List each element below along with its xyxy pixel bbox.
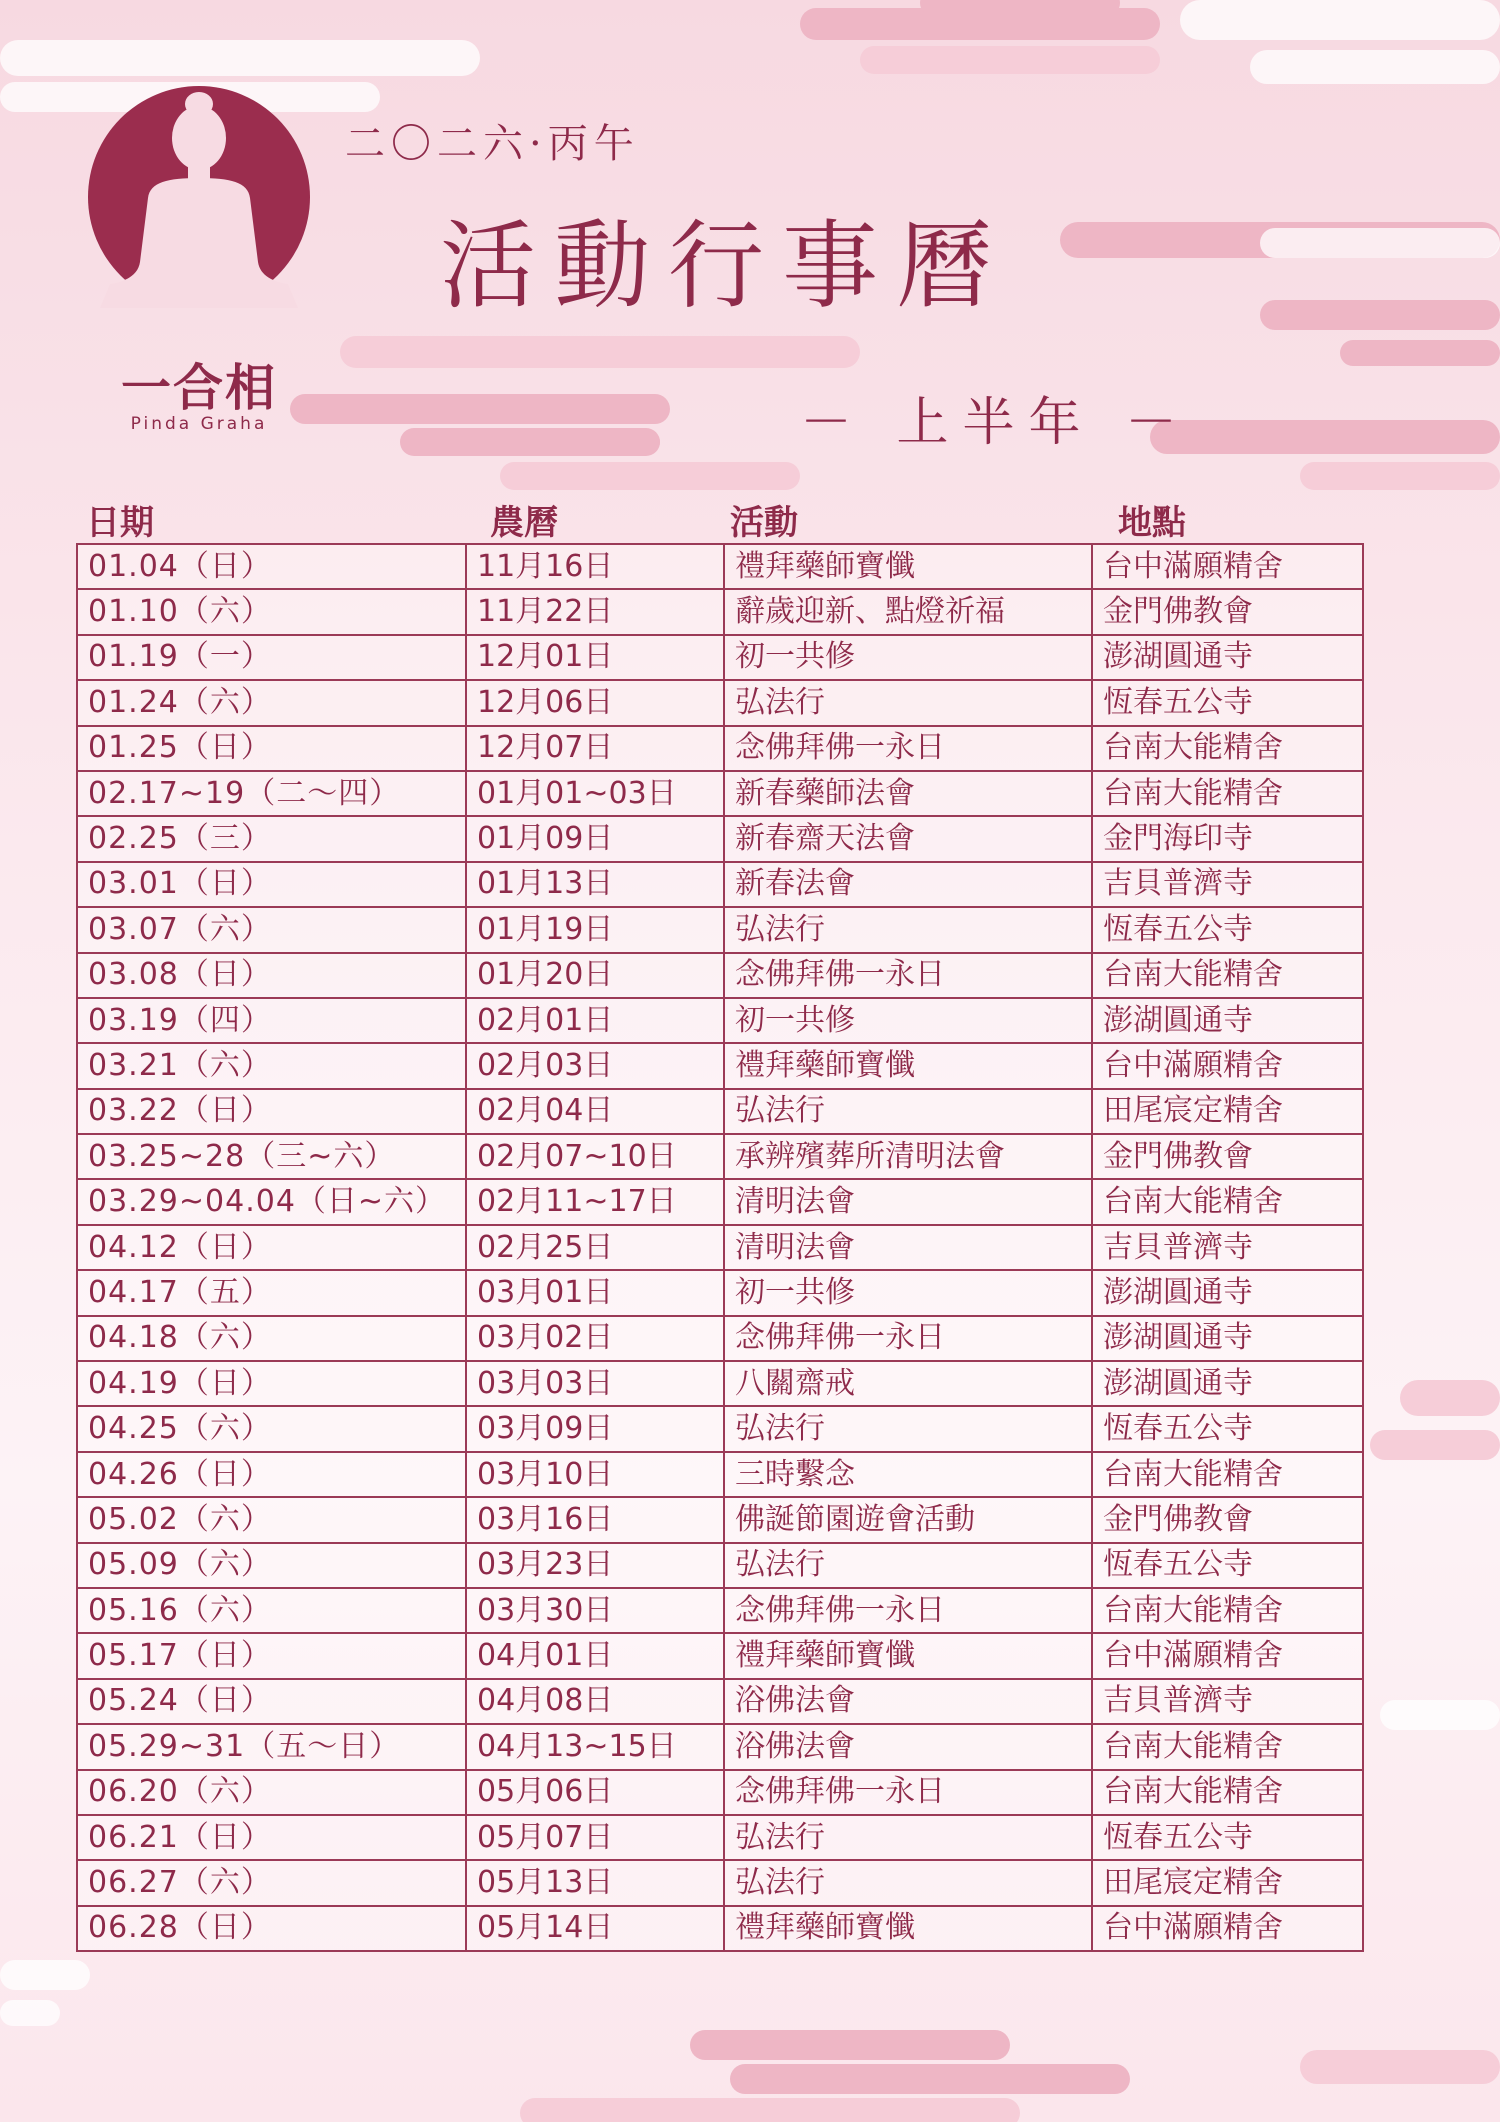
table-row [77, 1270, 1363, 1315]
cell-place: 台南大能精舍 [1092, 953, 1363, 998]
cell-event: 浴佛法會 [724, 1679, 1092, 1724]
cell-lunar: 05月07日 [466, 1815, 724, 1860]
cell-place: 吉貝普濟寺 [1092, 1679, 1363, 1724]
cell-lunar: 02月04日 [466, 1089, 724, 1134]
cell-lunar: 01月09日 [466, 816, 724, 861]
cell-event: 念佛拜佛一永日 [724, 1770, 1092, 1815]
cell-lunar: 03月03日 [466, 1361, 724, 1406]
cell-event: 承辨殯葬所清明法會 [724, 1134, 1092, 1179]
logo [88, 86, 310, 434]
cell-place: 台南大能精舍 [1092, 1770, 1363, 1815]
table-row [77, 680, 1363, 725]
table-row [77, 1043, 1363, 1088]
cell-event: 初一共修 [724, 635, 1092, 680]
cell-date: 03.08（日） [77, 953, 466, 998]
cell-lunar: 02月25日 [466, 1225, 724, 1270]
cell-event: 弘法行 [724, 1089, 1092, 1134]
cell-lunar: 01月20日 [466, 953, 724, 998]
buddha-logo-icon [88, 86, 310, 308]
cell-place: 台中滿願精舍 [1092, 544, 1363, 589]
logo-name-en: Pinda Graha [130, 414, 268, 434]
cell-date: 01.25（日） [77, 726, 466, 771]
cell-place: 金門佛教會 [1092, 1497, 1363, 1542]
year-line: 二〇二六·丙午 [345, 121, 640, 167]
cell-lunar: 04月01日 [466, 1633, 724, 1678]
page-subtitle: － 上半年 － [800, 393, 1192, 453]
cell-place: 台中滿願精舍 [1092, 1906, 1363, 1951]
cell-date: 05.02（六） [77, 1497, 466, 1542]
cell-lunar: 03月16日 [466, 1497, 724, 1542]
column-header-place: 地點 [1118, 503, 1186, 543]
cell-place: 恆春五公寺 [1092, 1406, 1363, 1451]
cell-date: 05.17（日） [77, 1633, 466, 1678]
table-row [77, 1906, 1363, 1951]
cell-lunar: 12月01日 [466, 635, 724, 680]
cell-place: 澎湖圓通寺 [1092, 998, 1363, 1043]
column-headers [76, 495, 1362, 543]
table-row [77, 544, 1363, 589]
cell-lunar: 04月08日 [466, 1679, 724, 1724]
cell-date: 02.25（三） [77, 816, 466, 861]
table-row [77, 1588, 1363, 1633]
table-row [77, 1724, 1363, 1769]
cell-date: 03.29~04.04（日~六） [77, 1179, 466, 1224]
cell-lunar: 03月10日 [466, 1452, 724, 1497]
cell-event: 新春法會 [724, 862, 1092, 907]
cell-event: 新春齋天法會 [724, 816, 1092, 861]
cell-date: 04.25（六） [77, 1406, 466, 1451]
cell-date: 04.18（六） [77, 1316, 466, 1361]
cell-event: 禮拜藥師寶懺 [724, 544, 1092, 589]
cell-place: 台南大能精舍 [1092, 1179, 1363, 1224]
table-row [77, 862, 1363, 907]
cell-date: 05.16（六） [77, 1588, 466, 1633]
cell-lunar: 03月09日 [466, 1406, 724, 1451]
table-row [77, 1815, 1363, 1860]
cell-lunar: 03月30日 [466, 1588, 724, 1633]
cell-lunar: 02月11~17日 [466, 1179, 724, 1224]
cell-place: 台南大能精舍 [1092, 771, 1363, 816]
cell-lunar: 03月01日 [466, 1270, 724, 1315]
cell-place: 澎湖圓通寺 [1092, 1361, 1363, 1406]
page-title: 活動行事曆 [440, 210, 1010, 322]
cell-date: 03.01（日） [77, 862, 466, 907]
table-row [77, 1361, 1363, 1406]
cell-place: 澎湖圓通寺 [1092, 1316, 1363, 1361]
table-row [77, 771, 1363, 816]
cell-place: 金門佛教會 [1092, 1134, 1363, 1179]
cell-event: 弘法行 [724, 680, 1092, 725]
cell-lunar: 05月14日 [466, 1906, 724, 1951]
cell-lunar: 05月06日 [466, 1770, 724, 1815]
table-row [77, 1770, 1363, 1815]
table-row [77, 1679, 1363, 1724]
cell-lunar: 04月13~15日 [466, 1724, 724, 1769]
cell-place: 恆春五公寺 [1092, 1815, 1363, 1860]
table-row [77, 816, 1363, 861]
cell-lunar: 01月19日 [466, 907, 724, 952]
cell-date: 05.24（日） [77, 1679, 466, 1724]
cell-lunar: 03月23日 [466, 1543, 724, 1588]
cell-event: 念佛拜佛一永日 [724, 1588, 1092, 1633]
logo-name-zh: 一合相 [121, 358, 277, 417]
cell-date: 03.21（六） [77, 1043, 466, 1088]
table-row [77, 1452, 1363, 1497]
cell-date: 04.19（日） [77, 1361, 466, 1406]
column-header-event: 活動 [730, 503, 798, 543]
cell-place: 恆春五公寺 [1092, 1543, 1363, 1588]
cell-place: 台南大能精舍 [1092, 1452, 1363, 1497]
table-row [77, 1406, 1363, 1451]
cell-place: 台中滿願精舍 [1092, 1043, 1363, 1088]
cell-place: 台中滿願精舍 [1092, 1633, 1363, 1678]
cell-event: 初一共修 [724, 998, 1092, 1043]
cell-event: 禮拜藥師寶懺 [724, 1633, 1092, 1678]
cell-date: 01.19（一） [77, 635, 466, 680]
cell-place: 恆春五公寺 [1092, 907, 1363, 952]
table-row [77, 1543, 1363, 1588]
cell-lunar: 01月01~03日 [466, 771, 724, 816]
cell-event: 辭歲迎新、點燈祈福 [724, 589, 1092, 634]
cell-lunar: 05月13日 [466, 1860, 724, 1905]
cell-lunar: 03月02日 [466, 1316, 724, 1361]
cell-place: 澎湖圓通寺 [1092, 1270, 1363, 1315]
cloud-bottom [0, 1960, 1130, 2122]
cell-lunar: 12月06日 [466, 680, 724, 725]
calendar-table [76, 543, 1364, 1952]
cell-place: 台南大能精舍 [1092, 726, 1363, 771]
cell-date: 03.07（六） [77, 907, 466, 952]
cell-event: 弘法行 [724, 1543, 1092, 1588]
cell-date: 06.20（六） [77, 1770, 466, 1815]
table-row [77, 1860, 1363, 1905]
cell-event: 弘法行 [724, 1860, 1092, 1905]
cell-place: 台南大能精舍 [1092, 1588, 1363, 1633]
cell-lunar: 02月01日 [466, 998, 724, 1043]
cell-place: 澎湖圓通寺 [1092, 635, 1363, 680]
table-row [77, 589, 1363, 634]
cell-date: 06.28（日） [77, 1906, 466, 1951]
cell-event: 念佛拜佛一永日 [724, 1316, 1092, 1361]
table-row [77, 998, 1363, 1043]
cell-place: 田尾宸定精舍 [1092, 1860, 1363, 1905]
cell-date: 02.17~19（二～四） [77, 771, 466, 816]
table-row [77, 635, 1363, 680]
cell-lunar: 01月13日 [466, 862, 724, 907]
table-row [77, 1179, 1363, 1224]
cell-date: 04.26（日） [77, 1452, 466, 1497]
cell-event: 三時繫念 [724, 1452, 1092, 1497]
cell-place: 金門佛教會 [1092, 589, 1363, 634]
cell-event: 弘法行 [724, 1815, 1092, 1860]
cell-date: 04.17（五） [77, 1270, 466, 1315]
cell-event: 念佛拜佛一永日 [724, 953, 1092, 998]
cell-date: 03.19（四） [77, 998, 466, 1043]
table-row [77, 1497, 1363, 1542]
cell-event: 禮拜藥師寶懺 [724, 1043, 1092, 1088]
cell-date: 05.09（六） [77, 1543, 466, 1588]
table-row [77, 1225, 1363, 1270]
table-row [77, 726, 1363, 771]
table-row [77, 1089, 1363, 1134]
cell-place: 恆春五公寺 [1092, 680, 1363, 725]
cell-lunar: 11月16日 [466, 544, 724, 589]
table-row [77, 953, 1363, 998]
table-row [77, 1316, 1363, 1361]
cell-place: 田尾宸定精舍 [1092, 1089, 1363, 1134]
cell-event: 念佛拜佛一永日 [724, 726, 1092, 771]
cell-date: 03.22（日） [77, 1089, 466, 1134]
cell-event: 佛誕節園遊會活動 [724, 1497, 1092, 1542]
cell-date: 01.24（六） [77, 680, 466, 725]
cell-event: 初一共修 [724, 1270, 1092, 1315]
cell-lunar: 12月07日 [466, 726, 724, 771]
table-row [77, 1134, 1363, 1179]
cell-date: 01.04（日） [77, 544, 466, 589]
cell-event: 清明法會 [724, 1225, 1092, 1270]
cell-date: 05.29~31（五～日） [77, 1724, 466, 1769]
cloud-middle [290, 336, 860, 490]
cell-event: 弘法行 [724, 907, 1092, 952]
cell-place: 金門海印寺 [1092, 816, 1363, 861]
column-header-lunar: 農曆 [490, 503, 558, 543]
cell-lunar: 11月22日 [466, 589, 724, 634]
cell-date: 03.25~28（三~六） [77, 1134, 466, 1179]
cell-place: 吉貝普濟寺 [1092, 1225, 1363, 1270]
table-row [77, 1633, 1363, 1678]
cell-date: 04.12（日） [77, 1225, 466, 1270]
cell-place: 台南大能精舍 [1092, 1724, 1363, 1769]
cell-lunar: 02月07~10日 [466, 1134, 724, 1179]
cell-event: 浴佛法會 [724, 1724, 1092, 1769]
table-row [77, 907, 1363, 952]
cell-event: 新春藥師法會 [724, 771, 1092, 816]
cell-event: 八關齋戒 [724, 1361, 1092, 1406]
cell-event: 弘法行 [724, 1406, 1092, 1451]
cell-date: 01.10（六） [77, 589, 466, 634]
cell-date: 06.27（六） [77, 1860, 466, 1905]
cell-date: 06.21（日） [77, 1815, 466, 1860]
cell-event: 禮拜藥師寶懺 [724, 1906, 1092, 1951]
cell-event: 清明法會 [724, 1179, 1092, 1224]
column-header-date: 日期 [86, 503, 154, 543]
cell-place: 吉貝普濟寺 [1092, 862, 1363, 907]
calendar-body [77, 544, 1363, 1951]
cell-lunar: 02月03日 [466, 1043, 724, 1088]
